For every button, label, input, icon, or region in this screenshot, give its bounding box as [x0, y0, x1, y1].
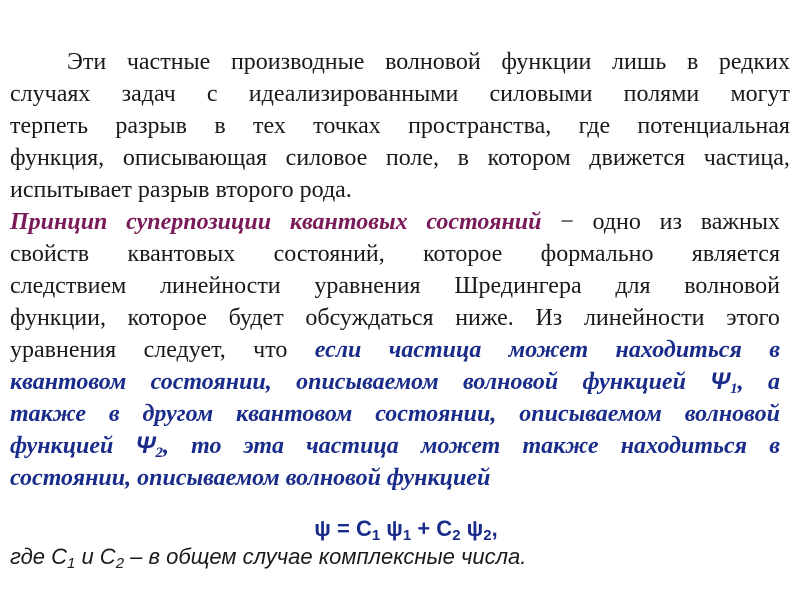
coefficients-note: [10, 542, 526, 572]
word: Эти: [67, 49, 107, 75]
p2-line-3: [10, 270, 780, 302]
emphasis-word: может: [508, 337, 589, 363]
word: потенциальная: [637, 113, 790, 139]
p2-line-2: [10, 238, 780, 270]
word: будет: [228, 305, 284, 331]
emphasis-word: также: [522, 433, 599, 459]
note-a: где C: [10, 544, 67, 569]
word: лишь: [612, 49, 667, 75]
emphasis-word: квантовом: [236, 401, 353, 427]
emphasis-word: волновой: [684, 401, 780, 427]
word: полями: [623, 81, 700, 107]
term-word: квантовых: [289, 209, 408, 235]
emphasis-word: другом: [142, 401, 214, 427]
emphasis-word: также: [10, 401, 87, 427]
word: является: [691, 241, 780, 267]
p2-line-9: [10, 462, 490, 494]
word: случаях: [10, 81, 91, 107]
word: силовое: [285, 145, 368, 171]
word: функции,: [10, 305, 106, 331]
word: которое: [423, 241, 503, 267]
word: тех: [253, 113, 286, 139]
formula-expression: [302, 516, 498, 544]
formula-plus: + C: [411, 516, 453, 541]
emphasis-word: состоянии,: [150, 369, 272, 395]
emphasis-word: эта: [243, 433, 284, 459]
word: уравнения: [314, 273, 421, 299]
word: описывающая: [122, 145, 268, 171]
emphasis-word: функцией: [582, 369, 686, 395]
p2-line-4: [10, 302, 780, 334]
c1-subscript: 1: [371, 527, 381, 544]
p1-line-4: [10, 142, 790, 174]
word: в: [214, 113, 226, 139]
word: для: [615, 273, 651, 299]
word: могут: [730, 81, 790, 107]
word: пространства,: [408, 113, 552, 139]
p2-line-7: [10, 398, 780, 430]
word: одно: [592, 209, 641, 235]
word: разрыв: [115, 113, 187, 139]
term-word: суперпозиции: [126, 209, 272, 235]
word: силовыми: [489, 81, 593, 107]
word: с: [206, 81, 218, 107]
emphasis-word: находиться: [615, 337, 742, 363]
emphasis-word: квантовом: [10, 369, 127, 395]
emphasis-word: если: [314, 337, 362, 363]
psi-2-subscript: 2: [155, 445, 163, 461]
formula-tail: ,: [491, 516, 498, 541]
word: терпеть: [10, 113, 89, 139]
psi-1: [710, 366, 743, 398]
emphasis-word: может: [420, 433, 501, 459]
emphasis-word: волновой: [463, 369, 559, 395]
psi-b-subscript: 2: [483, 527, 492, 544]
word: функции: [501, 49, 592, 75]
emphasis-word: частица: [388, 337, 482, 363]
comma: ,: [162, 433, 169, 459]
p2-line-6: [10, 366, 780, 398]
emphasis-word: то: [191, 433, 222, 459]
emphasis-word: находиться: [620, 433, 748, 459]
word: волновой: [385, 49, 481, 75]
word: из: [659, 209, 682, 235]
word: точках: [313, 113, 381, 139]
word: волновой: [684, 273, 780, 299]
note-c2-subscript: 2: [115, 555, 125, 572]
formula-psi-a: ψ: [380, 516, 403, 541]
word: задач: [121, 81, 176, 107]
word: уравнения: [10, 337, 117, 363]
p1-line-1: [10, 46, 790, 78]
word: −: [560, 209, 574, 235]
word: Из: [535, 305, 563, 331]
p2-line-1: [10, 206, 780, 238]
emphasis-text: состоянии, описываемом волновой функцией: [10, 465, 491, 491]
word: формально: [540, 241, 654, 267]
word: частные: [126, 49, 211, 75]
word: ниже.: [455, 305, 514, 331]
emphasis-word: в: [108, 401, 120, 427]
note-c: – в общем случае комплексные числа.: [124, 544, 527, 569]
superposition-formula: [0, 514, 800, 544]
word: производные: [230, 49, 365, 75]
word: важных: [700, 209, 780, 235]
word: редких: [718, 49, 790, 75]
emphasis-word: в: [769, 433, 780, 459]
word: следует,: [143, 337, 226, 363]
word: идеализированными: [248, 81, 459, 107]
p2-line-5: [10, 334, 780, 366]
emphasis-word: описываемом: [519, 401, 662, 427]
emphasis-word: описываемом: [296, 369, 439, 395]
emphasis-word: частица: [306, 433, 399, 459]
note-b: и C: [75, 544, 116, 569]
word: которое: [127, 305, 207, 331]
term-word: состояний: [426, 209, 542, 235]
word: в: [686, 49, 699, 75]
word: линейности: [160, 273, 281, 299]
word: котором: [487, 145, 571, 171]
word: движется: [589, 145, 686, 171]
word: следствием: [10, 273, 127, 299]
word: где: [578, 113, 611, 139]
formula-psi-b: ψ: [460, 516, 484, 541]
word: квантовых: [127, 241, 236, 267]
emphasis-word: функцией: [10, 433, 114, 459]
p2-line-8: [10, 430, 780, 462]
word: свойств: [10, 241, 90, 267]
p1-line-5: [10, 174, 352, 206]
comma: ,: [737, 369, 744, 395]
p1-line-3: [10, 110, 790, 142]
word: что: [253, 337, 288, 363]
word: линейности: [583, 305, 705, 331]
term-word: Принцип: [10, 209, 108, 235]
psi-2: [136, 430, 169, 462]
word: обсуждаться: [305, 305, 434, 331]
c2-subscript: 2: [452, 527, 461, 544]
word: Шредингера: [454, 273, 582, 299]
word: функция,: [10, 145, 105, 171]
psi-1-subscript: 1: [730, 381, 738, 397]
word: поле,: [385, 145, 440, 171]
psi-1-symbol: Ψ: [710, 368, 731, 395]
text: испытывает разрыв второго рода.: [10, 177, 352, 203]
word: этого: [726, 305, 780, 331]
formula-lhs: ψ = C: [314, 516, 372, 541]
word: состояний,: [273, 241, 385, 267]
p1-line-2: [10, 78, 790, 110]
word: частица,: [703, 145, 790, 171]
emphasis-word: в: [769, 337, 780, 363]
note-c1-subscript: 1: [67, 555, 76, 572]
word: в: [457, 145, 470, 171]
psi-a-subscript: 1: [402, 527, 412, 544]
emphasis-word: состоянии,: [375, 401, 497, 427]
emphasis-word: а: [767, 369, 780, 395]
psi-2-symbol: Ψ: [135, 432, 156, 459]
